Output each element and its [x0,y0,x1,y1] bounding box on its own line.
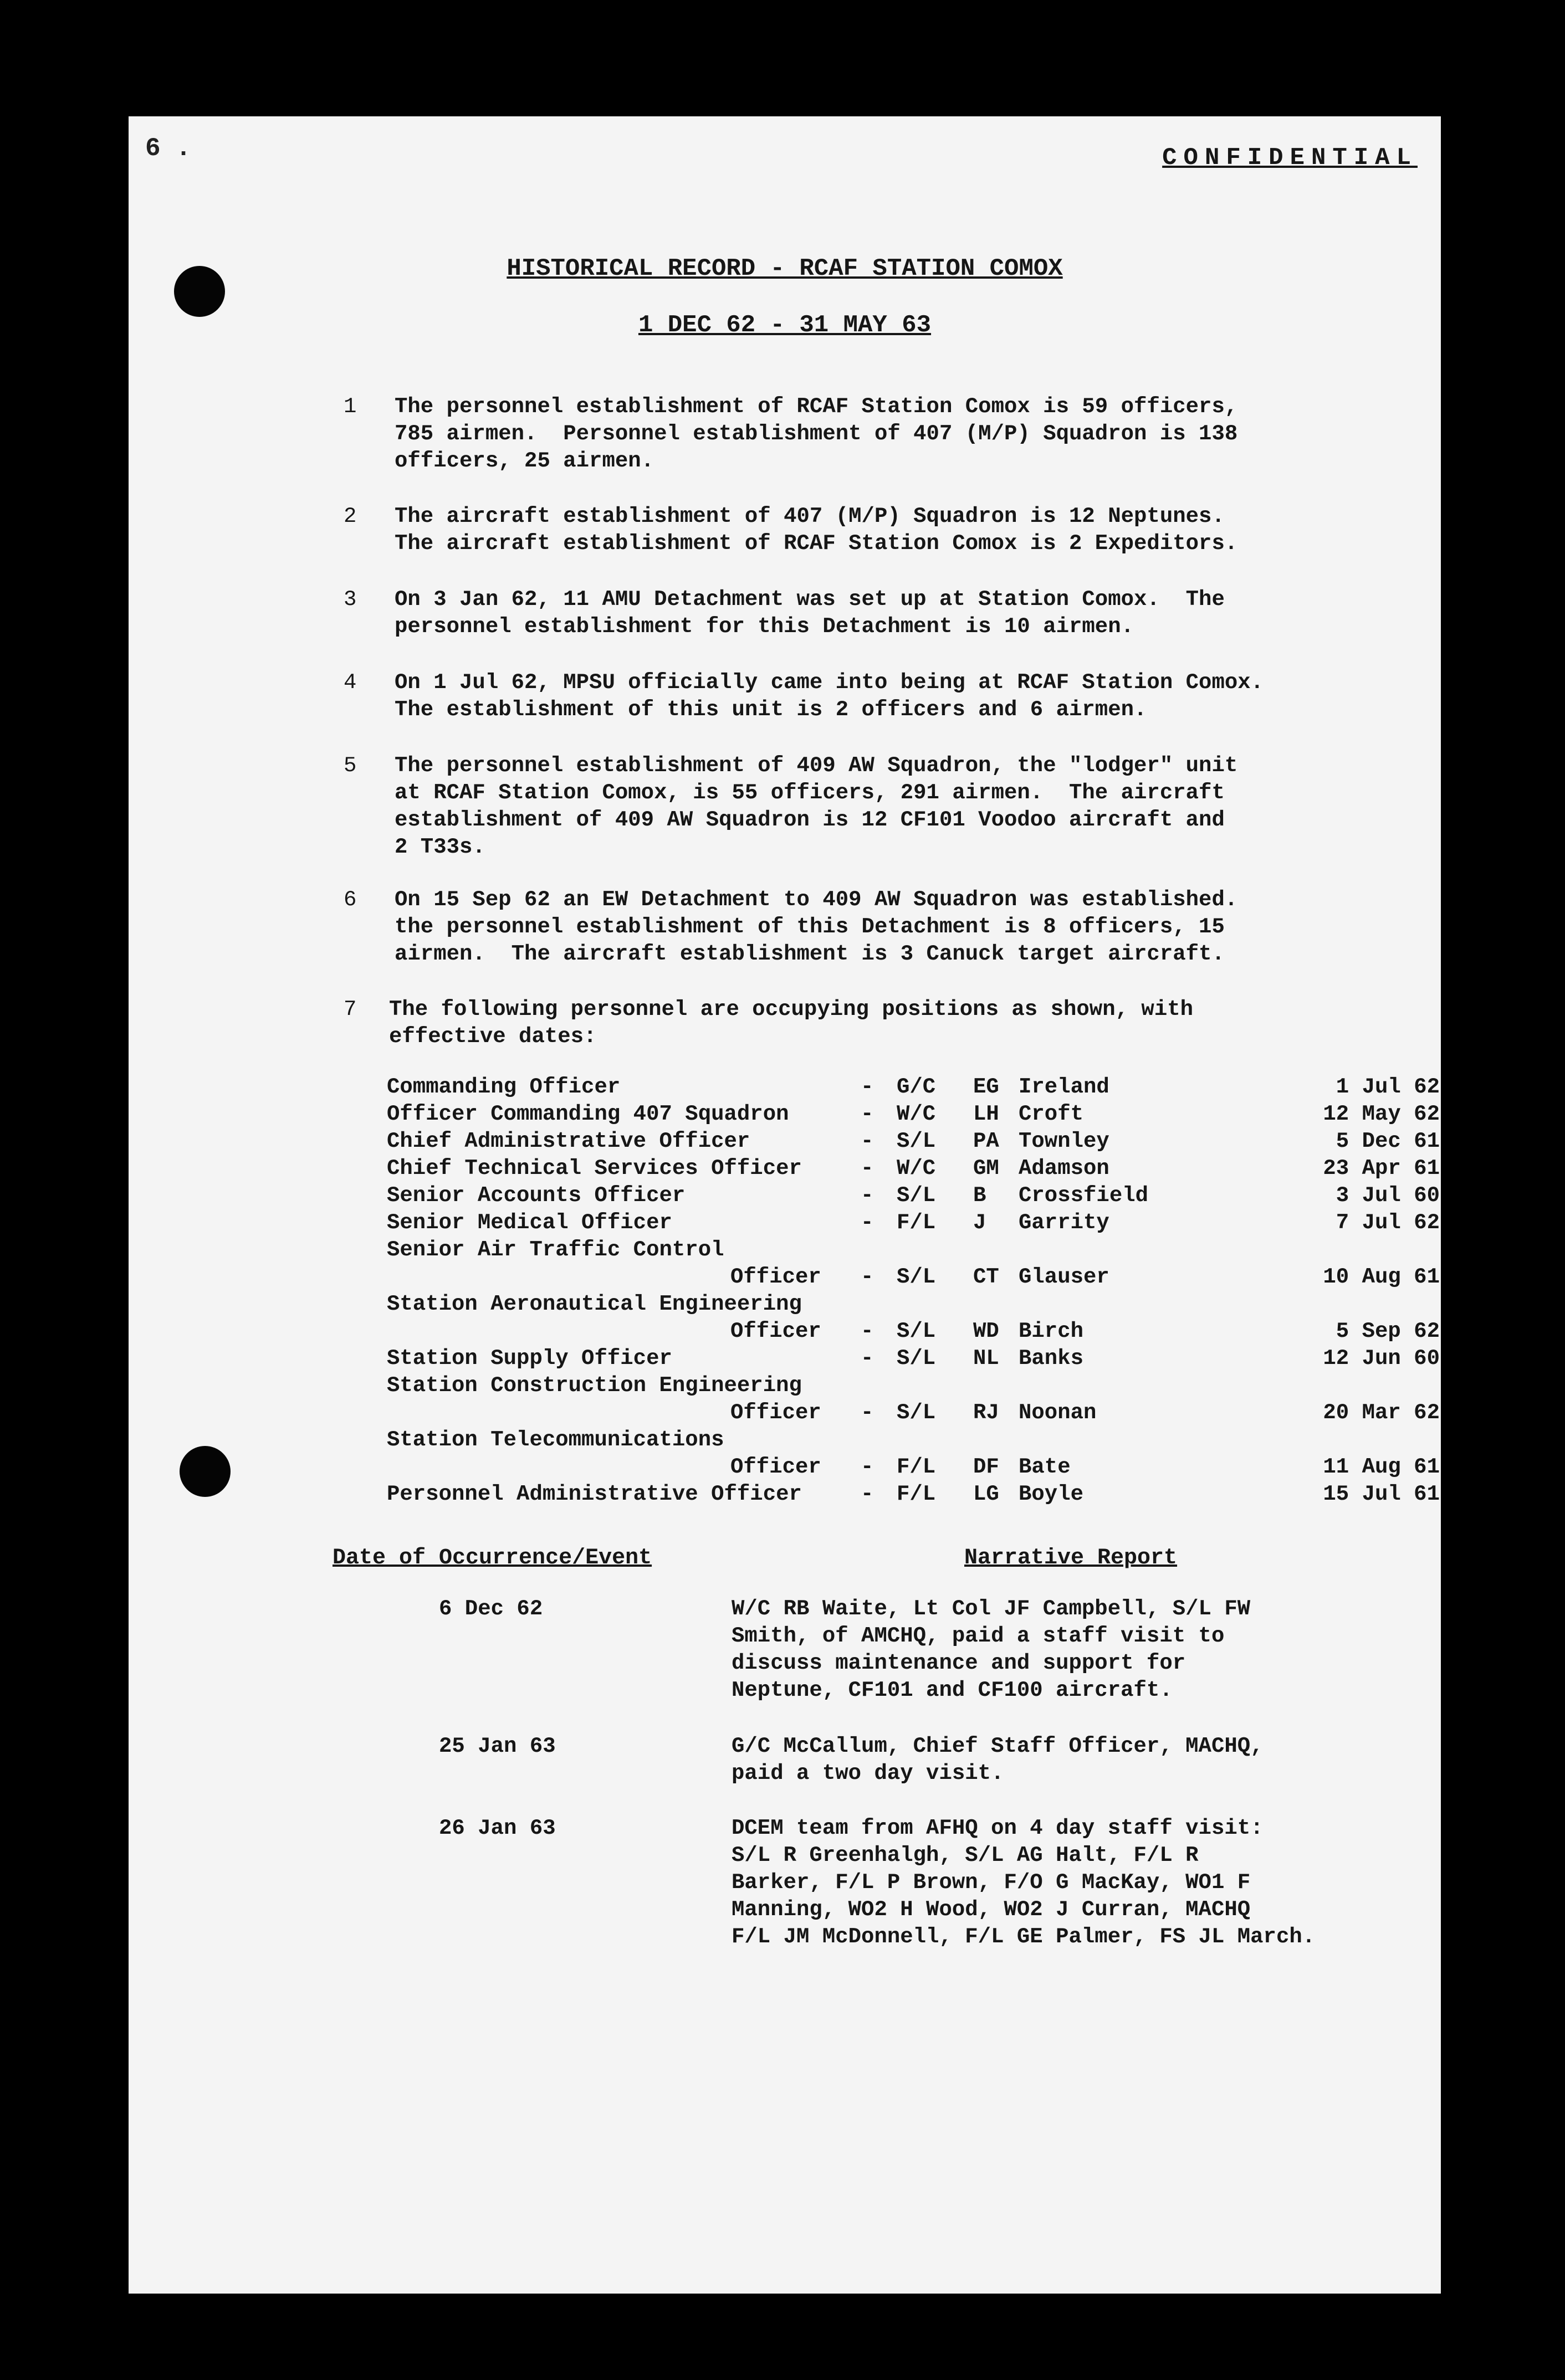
event-narrative: G/C McCallum, Chief Staff Officer, MACHQ, paid a two day visit. [732,1734,1264,1786]
paragraph-1: The personnel establishment of RCAF Station Comox is 59 officers, 785 airmen. Personnel establishment of 407 (M/P) Squadron is 138 officers, 25 airmen. [395,394,1238,473]
personnel-row: Officer - S/L CT Glauser 10 Aug 61 [730,1265,1440,1289]
personnel-row: Station Construction Engineering [387,1373,802,1398]
paragraph-number: 7 [344,997,357,1022]
personnel-row: Officer - S/L WD Birch 5 Sep 62 [730,1319,1440,1343]
paragraph-number: 1 [344,394,357,419]
personnel-row: Officer - F/L DF Bate 11 Aug 61 [730,1455,1440,1479]
paragraph-number: 2 [344,504,357,529]
punch-hole-bottom [180,1446,231,1497]
event-date: 6 Dec 62 [439,1597,543,1621]
paragraph-2: The aircraft establishment of 407 (M/P) Squadron is 12 Neptunes. The aircraft establishment of RCAF Station Comox is 2 Expeditors. [395,504,1238,556]
personnel-row: Officer - S/L RJ Noonan 20 Mar 62 [730,1401,1440,1425]
classification-label: CONFIDENTIAL [1162,144,1418,172]
personnel-row: Chief Administrative Officer - S/L PA Townley 5 Dec 61 [387,1129,1440,1153]
paragraph-number: 3 [344,587,357,612]
paragraph-5: The personnel establishment of 409 AW Squadron, the "lodger" unit at RCAF Station Comox, is 55 officers, 291 airmen. The aircraft establishment of 409 AW Squadron is 12 CF101 Voodoo aircraft and 2 T33s. [395,753,1238,859]
personnel-row: Senior Accounts Officer - S/L B Crossfield 3 Jul 60 [387,1183,1440,1208]
events-date-header: Date of Occurrence/Event [333,1546,652,1571]
personnel-row: Station Telecommunications [387,1428,724,1452]
personnel-row: Chief Technical Services Officer - W/C GM Adamson 23 Apr 61 [387,1156,1440,1181]
personnel-row: Officer Commanding 407 Squadron - W/C LH Croft 12 May 62 [387,1102,1440,1126]
paragraph-number: 6 [344,888,357,912]
personnel-row: Senior Medical Officer - F/L J Garrity 7 Jul 62 [387,1210,1440,1235]
personnel-row: Station Aeronautical Engineering [387,1292,802,1316]
paragraph-7: The following personnel are occupying positions as shown, with effective dates: [389,997,1194,1049]
personnel-row: Commanding Officer - G/C EG Ireland 1 Jul 62 [387,1075,1440,1099]
paragraph-4: On 1 Jul 62, MPSU officially came into being at RCAF Station Comox. The establishment of this unit is 2 officers and 6 airmen. [395,670,1264,722]
corner-handwritten-mark: 6 . [145,134,191,163]
paragraph-number: 5 [344,753,357,778]
paragraph-6: On 15 Sep 62 an EW Detachment to 409 AW Squadron was established. the personnel establishment of this Detachment is 8 officers, 15 airmen. The aircraft establishment is 3 Canuck target aircraft. [395,888,1238,966]
paragraph-number: 4 [344,670,357,695]
personnel-row: Station Supply Officer - S/L NL Banks 12 Jun 60 [387,1346,1440,1371]
event-narrative: W/C RB Waite, Lt Col JF Campbell, S/L FW Smith, of AMCHQ, paid a staff visit to discuss maintenance and support for Neptune, CF101 and CF100 aircraft. [732,1597,1251,1702]
personnel-row: Personnel Administrative Officer - F/L LG Boyle 15 Jul 61 [387,1482,1440,1506]
paragraph-3: On 3 Jan 62, 11 AMU Detachment was set up at Station Comox. The personnel establishment for this Detachment is 10 airmen. [395,587,1225,639]
events-report-header: Narrative Report [964,1546,1178,1571]
document-title: HISTORICAL RECORD - RCAF STATION COMOX [507,255,1063,283]
personnel-row: Senior Air Traffic Control [387,1238,724,1262]
document-page [129,116,1441,2294]
event-date: 26 Jan 63 [439,1816,556,1840]
event-date: 25 Jan 63 [439,1734,556,1758]
document-period: 1 DEC 62 - 31 MAY 63 [638,311,932,339]
event-narrative: DCEM team from AFHQ on 4 day staff visit: S/L R Greenhalgh, S/L AG Halt, F/L R Barker, F/L P Brown, F/O G MacKay, WO1 F Manning, WO2 H Wood, WO2 J Curran, MACHQ F/L JM McDonnell, F/L GE Palmer, FS JL March. [732,1816,1316,1949]
